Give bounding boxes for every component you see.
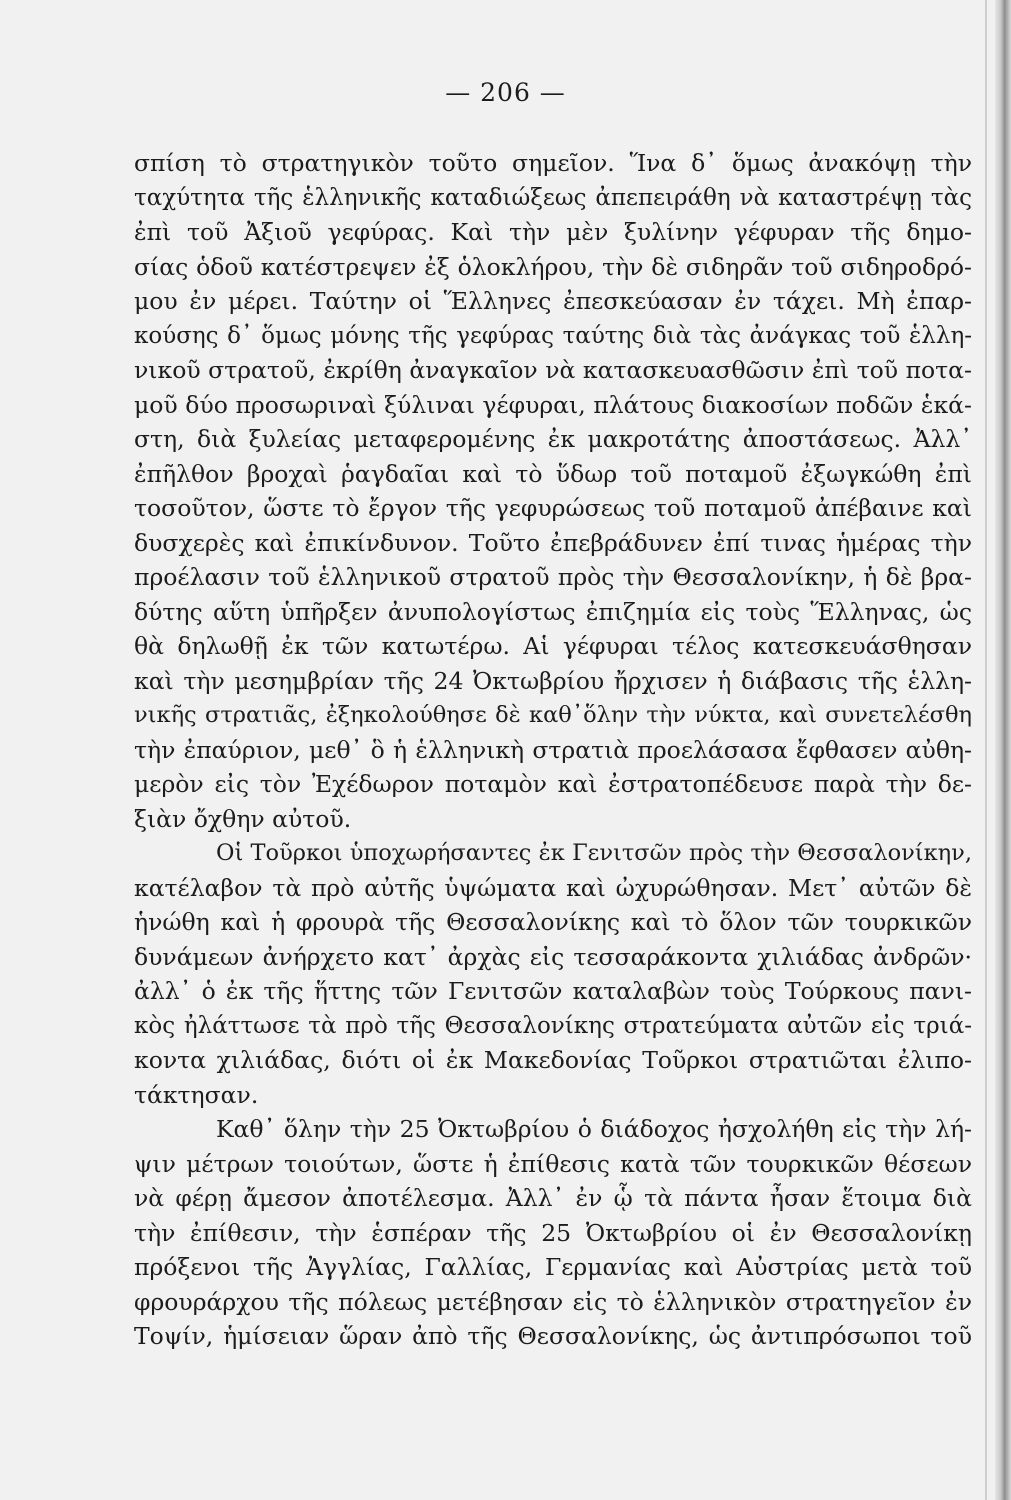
text-line: δύτης αὕτη ὑπῆρξεν ἀνυπολογίστως ἐπιζημία εἰς τοὺς Ἕλληνας, ὡς [134,597,972,626]
text-line: νικῆς στρατιᾶς, ἐξηκολούθησε δὲ καθ᾽ὅλην τὴν νύκτα, καὶ συνετελέσθη [134,702,972,728]
body-text [134,146,972,1354]
text-line: ξιὰν ὄχθην αὐτοῦ. [134,804,352,833]
text-line: τὴν ἐπίθεσιν, τὴν ἑσπέραν τῆς 25 Ὀκτωβρίου οἱ ἐν Θεσσαλονίκῃ [134,1218,972,1247]
text-line: πρόξενοι τῆς Ἀγγλίας, Γαλλίας, Γερμανίας καὶ Αὐστρίας μετὰ τοῦ [134,1253,972,1281]
text-line: σίας ὁδοῦ κατέστρεψεν ἐξ ὁλοκλήρου, τὴν δὲ σιδηρᾶν τοῦ σιδηροδρό- [134,252,972,281]
text-line: προέλασιν τοῦ ἑλληνικοῦ στρατοῦ πρὸς τὴν Θεσσαλονίκην, ἡ δὲ βρα- [134,563,972,591]
text-line: ἡνώθη καὶ ἡ φρουρὰ τῆς Θεσσαλονίκης καὶ τὸ ὅλον τῶν τουρκικῶν [134,908,972,936]
text-line: ἀλλ᾽ ὁ ἐκ τῆς ἥττης τῶν Γενιτσῶν καταλαβὼν τοὺς Τούρκους πανι- [134,977,972,1005]
text-line: στη, διὰ ξυλείας μεταφερομένης ἐκ μακροτάτης ἀποστάσεως. Ἀλλ᾽ [134,425,972,453]
text-line: νικοῦ στρατοῦ, ἐκρίθη ἀναγκαῖον νὰ κατασκευασθῶσιν ἐπὶ τοῦ ποτα- [134,356,972,384]
text-line: μοῦ δύο προσωριναὶ ξύλιναι γέφυραι, πλάτους διακοσίων ποδῶν ἑκά- [134,390,972,419]
text-line: νὰ φέρῃ ἄμεσον ἀποτέλεσμα. Ἀλλ᾽ ἐν ᾧ τὰ πάντα ἦσαν ἕτοιμα διὰ [134,1184,972,1212]
text-line: ταχύτητα τῆς ἑλληνικῆς καταδιώξεως ἀπεπειράθη νὰ καταστρέψῃ τὰς [134,184,972,211]
text-line: τοσοῦτον, ὥστε τὸ ἔργον τῆς γεφυρώσεως τοῦ ποταμοῦ ἀπέβαινε καὶ [134,494,972,522]
text-line: Οἱ Τοῦρκοι ὑποχωρήσαντες ἐκ Γενιτσῶν πρὸς τὴν Θεσσαλονίκην, [216,840,972,866]
gutter-shadow [985,0,987,1500]
page-edge [995,0,1011,1500]
text-line: δυσχερὲς καὶ ἐπικίνδυνον. Τοῦτο ἐπεβράδυνεν ἐπί τινας ἡμέρας τὴν [134,528,972,557]
text-line: κούσης δ᾽ ὅμως μόνης τῆς γεφύρας ταύτης διὰ τὰς ἀνάγκας τοῦ ἑλλη- [134,322,972,349]
text-line: τάκτησαν. [134,1080,259,1109]
paragraph [134,1112,972,1354]
text-line: ἐπὶ τοῦ Ἀξιοῦ γεφύρας. Καὶ τὴν μὲν ξυλίνην γέφυραν τῆς δημο- [134,218,972,246]
text-line: τὴν ἐπαύριον, μεθ᾽ ὃ ἡ ἑλληνικὴ στρατιὰ προελάσασα ἔφθασεν αὐθη- [134,735,972,764]
text-line: κοντα χιλιάδας, διότι οἱ ἐκ Μακεδονίας Τοῦρκοι στρατιῶται ἐλιπο- [134,1046,972,1074]
paragraph [134,836,972,1112]
text-line: ἐπῆλθον βροχαὶ ῥαγδαῖαι καὶ τὸ ὕδωρ τοῦ ποταμοῦ ἐξωγκώθη ἐπὶ [134,459,972,488]
text-line: Τοψίν, ἡμίσειαν ὥραν ἀπὸ τῆς Θεσσαλονίκης, ὡς ἀντιπρόσωποι τοῦ [134,1322,972,1350]
page-number: — 206 — [445,78,566,107]
text-line: μερὸν εἰς τὸν Ἐχέδωρον ποταμὸν καὶ ἐστρατοπέδευσε παρὰ τὴν δε- [134,770,972,798]
text-line: σπίση τὸ στρατηγικὸν τοῦτο σημεῖον. Ἵνα δ᾽ ὅμως ἀνακόψῃ τὴν [134,149,972,177]
text-line: μου ἐν μέρει. Ταύτην οἱ Ἕλληνες ἐπεσκεύασαν ἐν τάχει. Μὴ ἐπαρ- [134,287,972,315]
text-line: φρουράρχου τῆς πόλεως μετέβησαν εἰς τὸ ἑλληνικὸν στρατηγεῖον ἐν [134,1287,972,1316]
text-line: θὰ δηλωθῇ ἐκ τῶν κατωτέρω. Αἱ γέφυραι τέλος κατεσκευάσθησαν [134,632,972,660]
text-line: κὸς ἠλάττωσε τὰ πρὸ τῆς Θεσσαλονίκης στρατεύματα αὐτῶν εἰς τριά- [134,1012,972,1039]
text-line: ψιν μέτρων τοιούτων, ὥστε ἡ ἐπίθεσις κατὰ τῶν τουρκικῶν θέσεων [134,1149,972,1178]
text-line: κατέλαβον τὰ πρὸ αὐτῆς ὑψώματα καὶ ὠχυρώθησαν. Μετ᾽ αὐτῶν δὲ [134,873,972,902]
text-line: Καθ᾽ ὅλην τὴν 25 Ὀκτωβρίου ὁ διάδοχος ἠσχολήθη εἰς τὴν λή- [216,1115,972,1143]
text-line: καὶ τὴν μεσημβρίαν τῆς 24 Ὀκτωβρίου ἤρχισεν ἡ διάβασις τῆς ἑλλη- [134,666,972,695]
paragraph [134,146,972,836]
text-line: δυνάμεων ἀνήρχετο κατ᾽ ἀρχὰς εἰς τεσσαράκοντα χιλιάδας ἀνδρῶν· [134,942,972,971]
